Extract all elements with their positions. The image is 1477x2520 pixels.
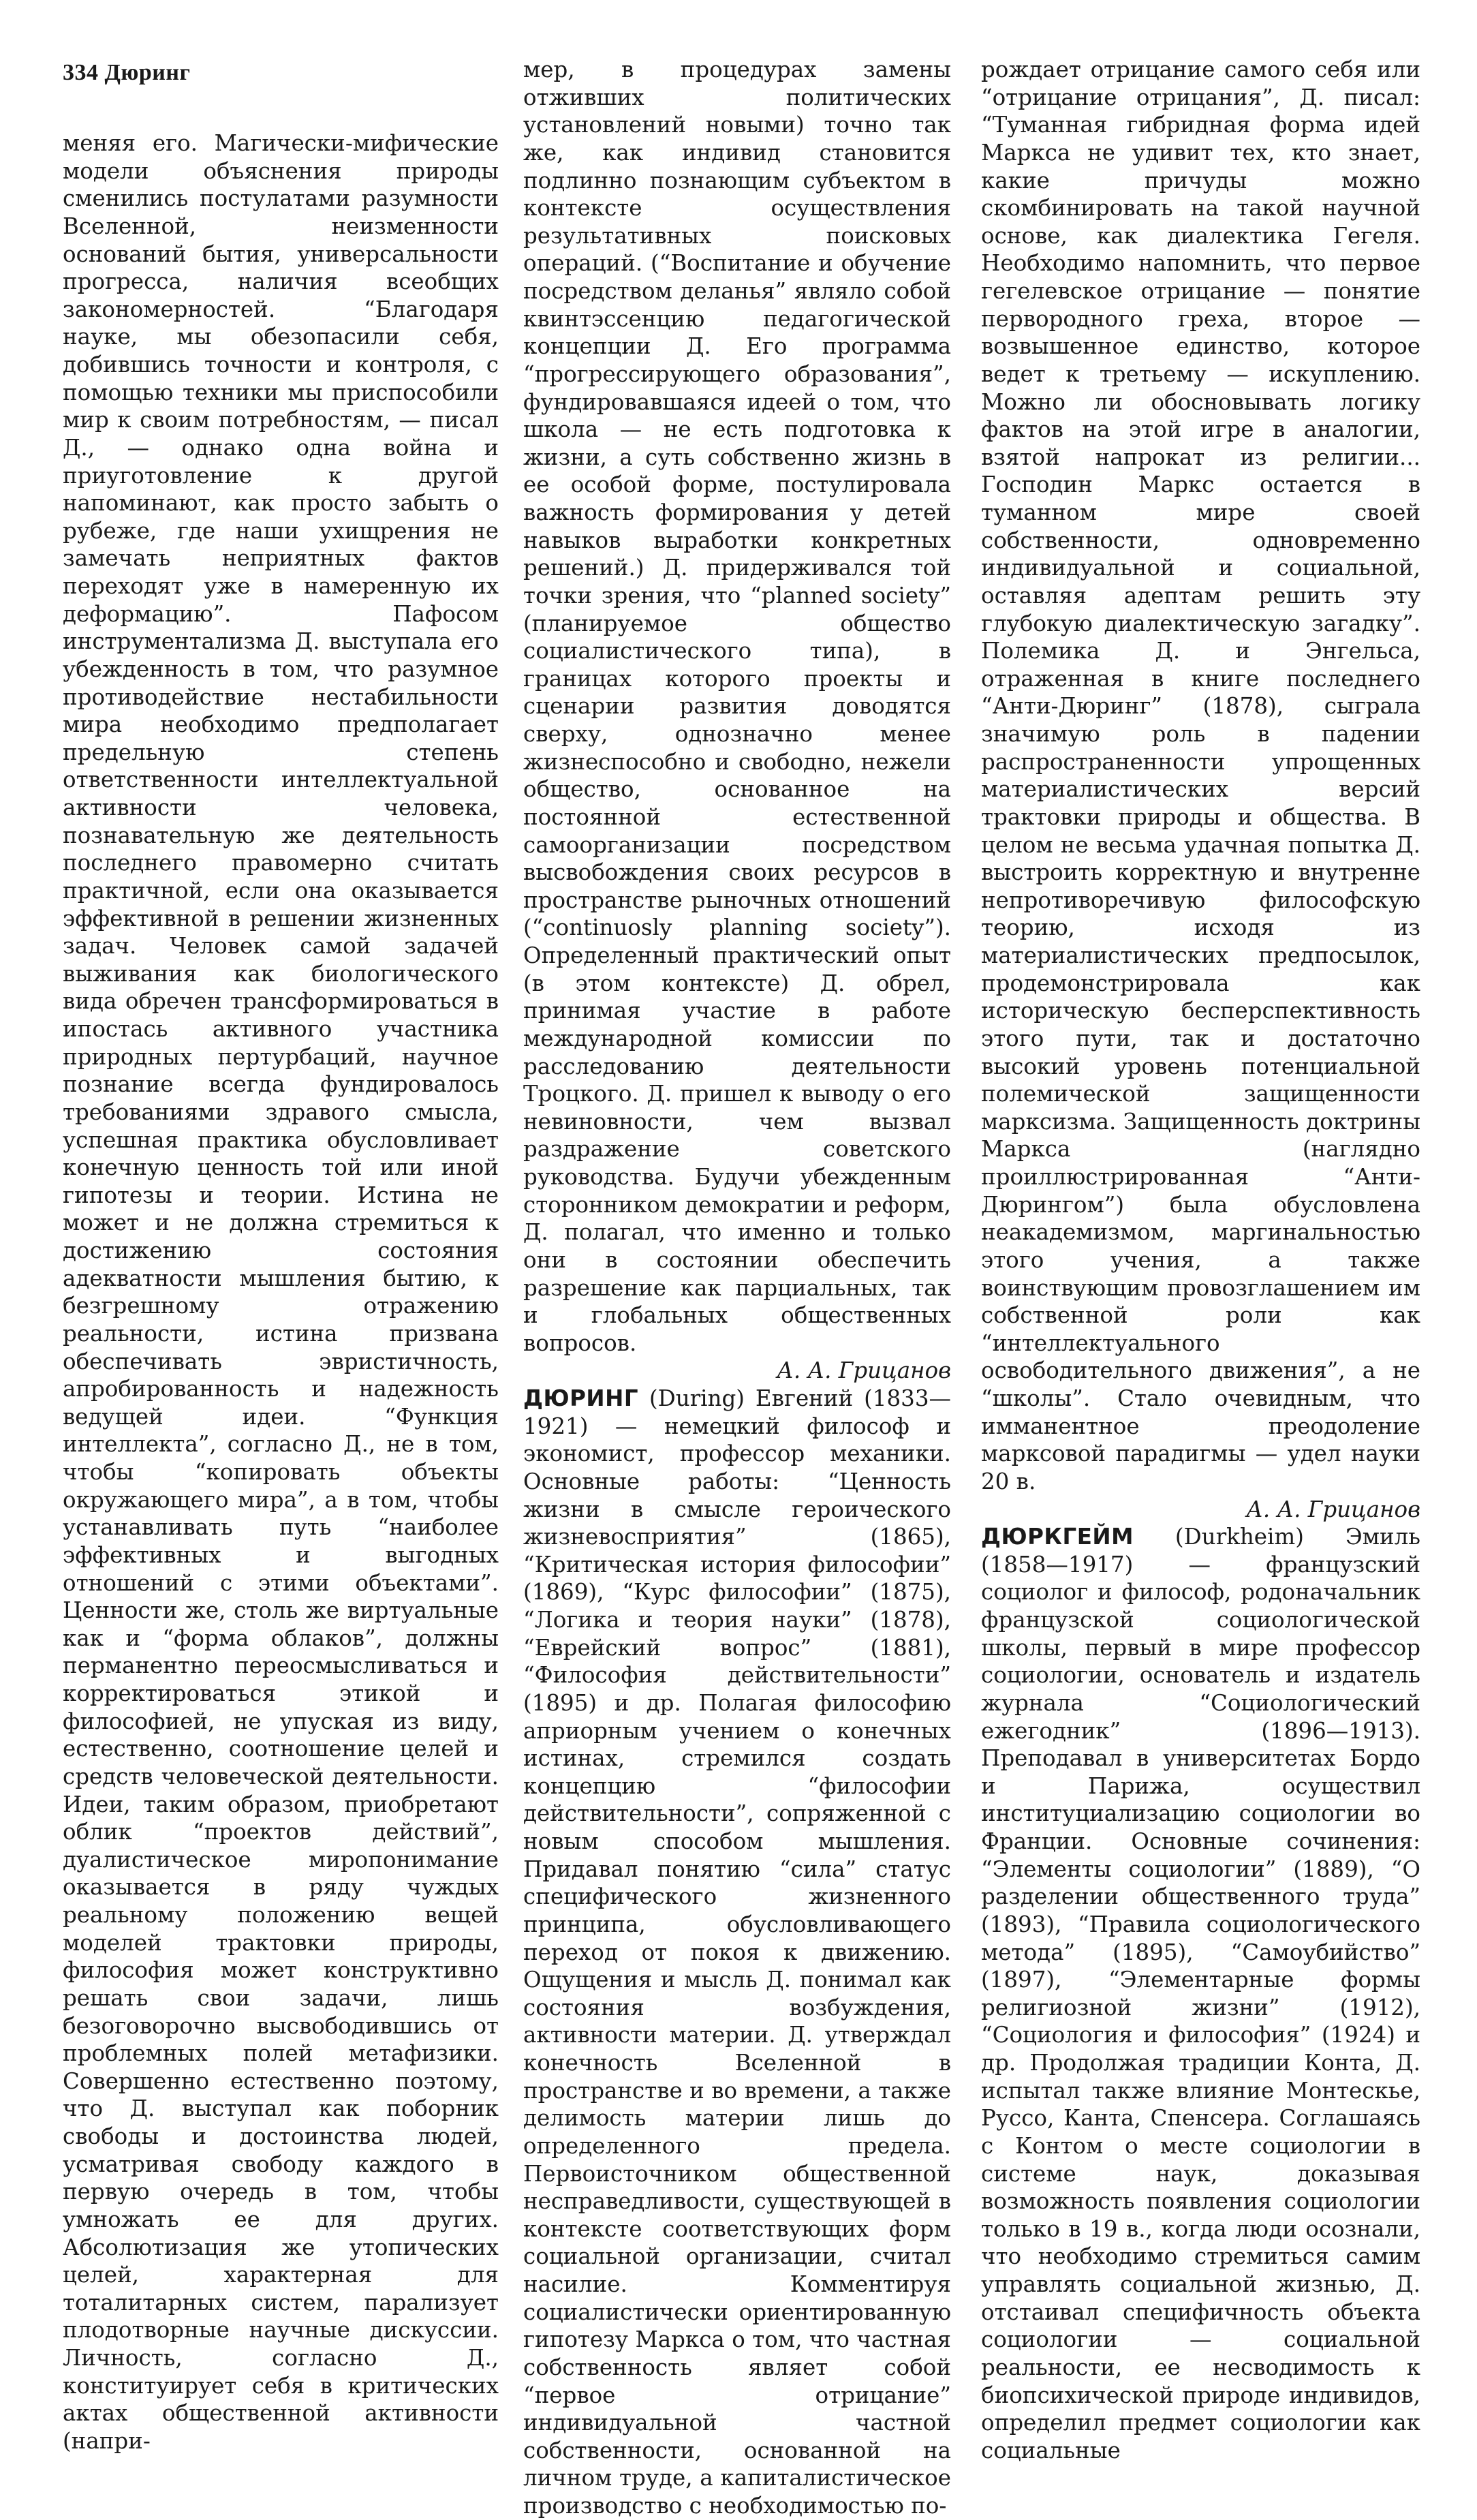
entry-headword: ДЮРИНГ <box>523 1385 639 1411</box>
column-2 <box>523 56 951 2520</box>
column-3 <box>981 56 1420 2464</box>
entry-body: (Durkheim) Эмиль (1858—1917) — французский социолог и философ, родоначальник французской социологической школы, первый в мире профессор социологии, основатель и издатель журнала “Социологический ежегодник” (1896—1913). Преподавал в университетах Бордо и Парижа, осуществил институциализацию социологии во Франции. Основные сочинения: “Элементы социологии” (1889), “О разделении общественного труда” (1893), “Правила социологического метода” (1895), “Самоубийство” (1897), “Элементарные формы религиозной жизни” (1912), “Социология и философия” (1924) и др. Продолжая традиции Конта, Д. испытал также влияние Монтескье, Руссо, Канта, Спенсера. Соглашаясь с Контом о месте социологии в системе наук, доказывая возможность появления социологии только в 19 в., когда люди осознали, что необходимо стремиться самим управлять социальной жизнью, Д. отстаивал специфичность объекта социологии — социальной реальности, ее несводимость к биопсихической природе индивидов, определил предмет социологии как социальные <box>981 1524 1420 2463</box>
entry-dyuring <box>523 1385 951 2520</box>
entry-body: (During) Евгений (1833—1921) — немецкий философ и экономист, профессор механики. Основные работы: “Ценность жизни в смысле героического жизневосприятия” (1865), “Критическая история философии” (1869), “Курс философии” (1875), “Логика и теория науки” (1878), “Еврейский вопрос” (1881), “Философия действительности” (1895) и др. Полагая философию априорным учением о конечных истинах, стремился создать концепцию “философии действительности”, сопряженной с новым способом мышления. Придавал понятию “сила” статус специфического жизненного принципа, обусловливающего переход от покоя к движению. Ощущения и мысль Д. понимал как состояния возбуждения, активности материи. Д. утверждал конечность Вселенной в пространстве и во времени, а также делимость материи лишь до определенного предела. Первоисточником общественной несправедливости, существующей в контексте соответствующих форм социальной организации, считал насилие. Комментируя социалистически ориентированную гипотезу Маркса о том, что частная собственность являет собой “первое отрицание” индивидуальной частной собственности, основанной на личном труде, а капиталистическое производство с необходимостью по- <box>523 1385 951 2519</box>
page-header <box>63 60 190 86</box>
column-1 <box>63 129 499 2455</box>
column-2-text: мер, в процедурах замены отживших политических установлений новыми) точно так же, как индивид становится подлинно познающим субъектом в контексте осуществления результативных поисковых операций. (“Воспитание и обучение посредством деланья” являло собой квинтэссенцию педагогической концепции Д. Его программа “прогрессирующего образования”, фундировавшаяся идеей о том, что школа — не есть подготовка к жизни, а суть собственно жизнь в ее особой форме, постулировала важность формирования у детей навыков выработки конкретных решений.) Д. придерживался той точки зрения, что “planned society” (планируемое общество социалистического типа), в границах которого проекты и сценарии развития доводятся сверху, однозначно менее жизнеспособно и свободно, нежели общество, основанное на постоянной естественной самоорганизации посредством высвобождения своих ресурсов в пространстве рыночных отношений (“continuosly planning society”). Определенный практический опыт (в этом контексте) Д. обрел, принимая участие в работе международной комиссии по расследованию деятельности Троцкого. Д. пришел к выводу о его невиновности, чем вызвал раздражение советского руководства. Будучи убежденным сторонником демократии и реформ, Д. полагал, что именно и только они в состоянии обеспечить разрешение как парциальных, так и глобальных общественных вопросов. <box>523 57 951 1356</box>
author-signature: А. А. Грицанов <box>1246 1496 1420 1522</box>
entry-durkheim <box>981 1523 1420 2464</box>
page-number: 334 <box>63 60 99 85</box>
column-1-text: меняя его. Магически-мифические модели объяснения природы сменились постулатами разумности Вселенной, неизменности оснований бытия, универсальности прогресса, наличия всеобщих закономерностей. “Благодаря науке, мы обезопасили себя, добившись точности и контроля, с помощью техники мы приспособили мир к своим потребностям, — писал Д., — однако одна война и приуготовление к другой напоминают, как просто забыть о рубеже, где наши ухищрения не замечать неприятных фактов переходят уже в намеренную их деформацию”. Пафосом инструментализма Д. выступала его убежденность в том, что разумное противодействие нестабильности мира необходимо предполагает предельную степень ответственности интеллектуальной активности человека, познавательную же деятельность последнего правомерно считать практичной, если она оказывается эффективной в решении жизненных задач. Человек самой задачей выживания как биологического вида обречен трансформироваться в ипостась активного участника природных пертурбаций, научное познание всегда фундировалось требованиями здравого смысла, успешная практика обусловливает конечную ценность той или иной гипотезы и теории. Истина не может и не должна стремиться к достижению состояния адекватности мышления бытию, к безгрешному отражению реальности, истина призвана обеспечивать эвристичность, апробированность и надежность ведущей идеи. “Функция интеллекта”, согласно Д., не в том, чтобы “копировать объекты окружающего мира”, а в том, чтобы устанавливать путь “наиболее эффективных и выгодных отношений с этими объектами”. Ценности же, столь же виртуальные как и “форма облаков”, должны перманентно переосмысливаться и корректироваться этикой и философией, не упуская из виду, естественно, соотношение целей и средств человеческой деятельности. Идеи, таким образом, приобретают облик “проектов действий”, дуалистическое миропонимание оказывается в ряду чуждых реальному положению вещей моделей трактовки природы, философия может конструктивно решать свои задачи, лишь безоговорочно высвободившись от проблемных полей метафизики. Совершенно естественно поэтому, что Д. выступал как поборник свободы и достоинства людей, усматривая свободу каждого в первую очередь в том, чтобы умножать ее для других. Абсолютизация же утопических целей, характерная для тоталитарных систем, парализует плодотворные научные дискуссии. Личность, согласно Д., конституирует себя в критических актах общественной активности (напри- <box>63 130 499 2454</box>
running-title: Дюринг <box>104 60 191 85</box>
author-signature: А. А. Грицанов <box>777 1357 951 1384</box>
column-3-text: рождает отрицание самого себя или “отрицание отрицания”, Д. писал: “Туманная гибридная форма идей Маркса не удивит тех, кто знает, какие причуды можно скомбинировать на такой научной основе, как диалектика Гегеля. Необходимо напомнить, что первое гегелевское отрицание — понятие первородного греха, второе — возвышенное единство, которое ведет к третьему — искуплению. Можно ли обосновывать логику фактов на этой игре в аналогии, взятой напрокат из религии... Господин Маркс остается в туманном мире своей собственности, одновременно индивидуальной и социальной, оставляя адептам решить эту глубокую диалектическую загадку”. Полемика Д. и Энгельса, отраженная в книге последнего “Анти-Дюринг” (1878), сыграла значимую роль в падении распространенности упрощенных материалистических версий трактовки природы и общества. В целом не весьма удачная попытка Д. выстроить корректную и внутренне непротиворечивую философскую теорию, исходя из материалистических предпосылок, продемонстрировала как историческую бесперспективность этого пути, так и достаточно высокий уровень потенциальной полемической защищенности марксизма. Защищенность доктрины Маркса (наглядно проиллюстрированная “Анти-Дюрингом”) была обусловлена неакадемизмом, маргинальностью этого учения, а также воинствующим провозглашением им собственной роли как “интеллектуального освободительного движения”, а не “школы”. Стало очевидным, что имманентное преодоление марксовой парадигмы — удел науки 20 в. <box>981 57 1420 1494</box>
entry-headword: ДЮРКГЕЙМ <box>981 1524 1134 1550</box>
